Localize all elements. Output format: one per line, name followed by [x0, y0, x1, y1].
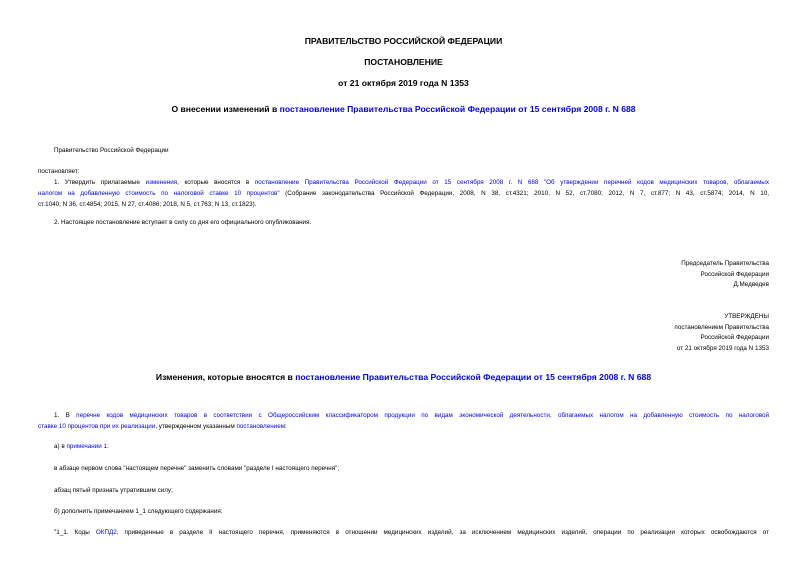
changes-title — [0, 372, 807, 382]
p1-line-2 — [38, 188, 769, 199]
paragraph-2: 2. Настоящее постановление вступает в силу со дня его официального опубликования. — [54, 219, 312, 226]
item-b-text: б) дополнить примечанием 1_1 следующего содержания: — [54, 508, 223, 515]
change-1-link[interactable]: перечне кодов медицинских товаров в соответствии с Общероссийским классификатором продукции по видам экономической деятельности, облагаемых налогом на добавленную стоимость по налоговой — [76, 412, 769, 419]
p1-line-2-rest: (Собрание законодательства Российской Федерации, 2008, N 38, ст.4321; 2010, N 52, ст.7080; 2012, N 7, ст.877; N 43, ст.5874; 2014, N 10, — [279, 190, 770, 197]
change-1-mid: , утвержденном указанным — [155, 423, 237, 430]
item-a-text-2: абзац пятый признать утратившим силу; — [54, 487, 173, 494]
approved-line-4: от 21 октября 2019 года N 1353 — [676, 344, 769, 352]
title-prefix: О внесении изменений в — [171, 104, 280, 114]
change-1-line-2 — [38, 421, 769, 432]
p1-text-b: , которые вносятся в — [177, 179, 255, 186]
item-a — [54, 441, 109, 452]
header-gov: ПРАВИТЕЛЬСТВО РОССИЙСКОЙ ФЕДЕРАЦИИ — [304, 36, 503, 46]
title-link[interactable]: постановление Правительства Российской Федерации от 15 сентября 2008 г. N 688 — [279, 104, 636, 114]
p1-line-1 — [38, 177, 769, 188]
change-1-link-cont[interactable]: ставке 10 процентов при их реализации — [38, 423, 156, 430]
item-a-text: в абзаце первом слова "настоящем перечне" заменить словами "разделе I настоящего перечня"; — [54, 465, 340, 472]
quote-link-okpd2[interactable]: ОКПД2 — [95, 529, 117, 536]
quote-pre: "1_1. Коды — [54, 529, 96, 536]
item-a-link[interactable]: примечании 1 — [66, 443, 108, 450]
p1-text-a: 1. Утвердить прилагаемые — [54, 179, 146, 186]
change-1 — [38, 410, 769, 432]
header-doc-type: ПОСТАНОВЛЕНИЕ — [364, 57, 443, 67]
decides: постановляет: — [38, 168, 80, 175]
p1-link-decree[interactable]: постановление Правительства Российской Федерации от 15 сентября 2008 г. N 688 "Об утверждении перечней кодов медицинских товаров, облагаемых — [254, 179, 769, 186]
item-a-post: : — [107, 443, 109, 450]
item-a-pre: а) в — [54, 443, 67, 450]
gov-name: Правительство Российской Федерации — [54, 147, 169, 154]
p1-link-changes[interactable]: изменения — [145, 179, 178, 186]
change-1-num: 1. В — [54, 412, 77, 419]
signature-name: Д.Медведев — [733, 281, 769, 288]
signature-country: Российской Федерации — [700, 270, 769, 278]
quote-post: , приведенные в разделе II настоящего перечня, применяются в отношении медицинских изделий, за исключением медицинских изделий, операции по реализации которых освобождаются от — [116, 529, 769, 536]
changes-title-link[interactable]: постановление Правительства Российской Федерации от 15 сентября 2008 г. N 688 — [295, 372, 652, 382]
signature-block — [681, 259, 769, 291]
approved-title: УТВЕРЖДЕНЫ — [724, 313, 769, 320]
header-date-number: от 21 октября 2019 года N 1353 — [338, 78, 469, 88]
change-1-line-1 — [38, 410, 769, 421]
approved-block — [674, 312, 769, 354]
p1-line-3: ст.1040; N 36, ст.4854; 2015, N 27, ст.4086; 2018, N 5, ст.763; N 13, ст.1823). — [38, 201, 257, 208]
paragraph-1 — [38, 177, 769, 210]
changes-title-prefix: Изменения, которые вносятся в — [155, 372, 296, 382]
change-1-link-decree[interactable]: постановлением — [236, 423, 286, 430]
document-title — [0, 104, 807, 114]
approved-line-3: Российской Федерации — [700, 334, 769, 341]
p1-link-decree-cont[interactable]: налогом на добавленную стоимость по налоговой ставке 10 процентов" — [38, 190, 280, 197]
signature-position: Председатель Правительства — [681, 260, 769, 267]
change-1-end: : — [285, 423, 287, 430]
approved-line-2: постановлением Правительства — [674, 323, 769, 331]
quote-line-inner — [54, 527, 769, 538]
quote-line — [54, 527, 769, 538]
